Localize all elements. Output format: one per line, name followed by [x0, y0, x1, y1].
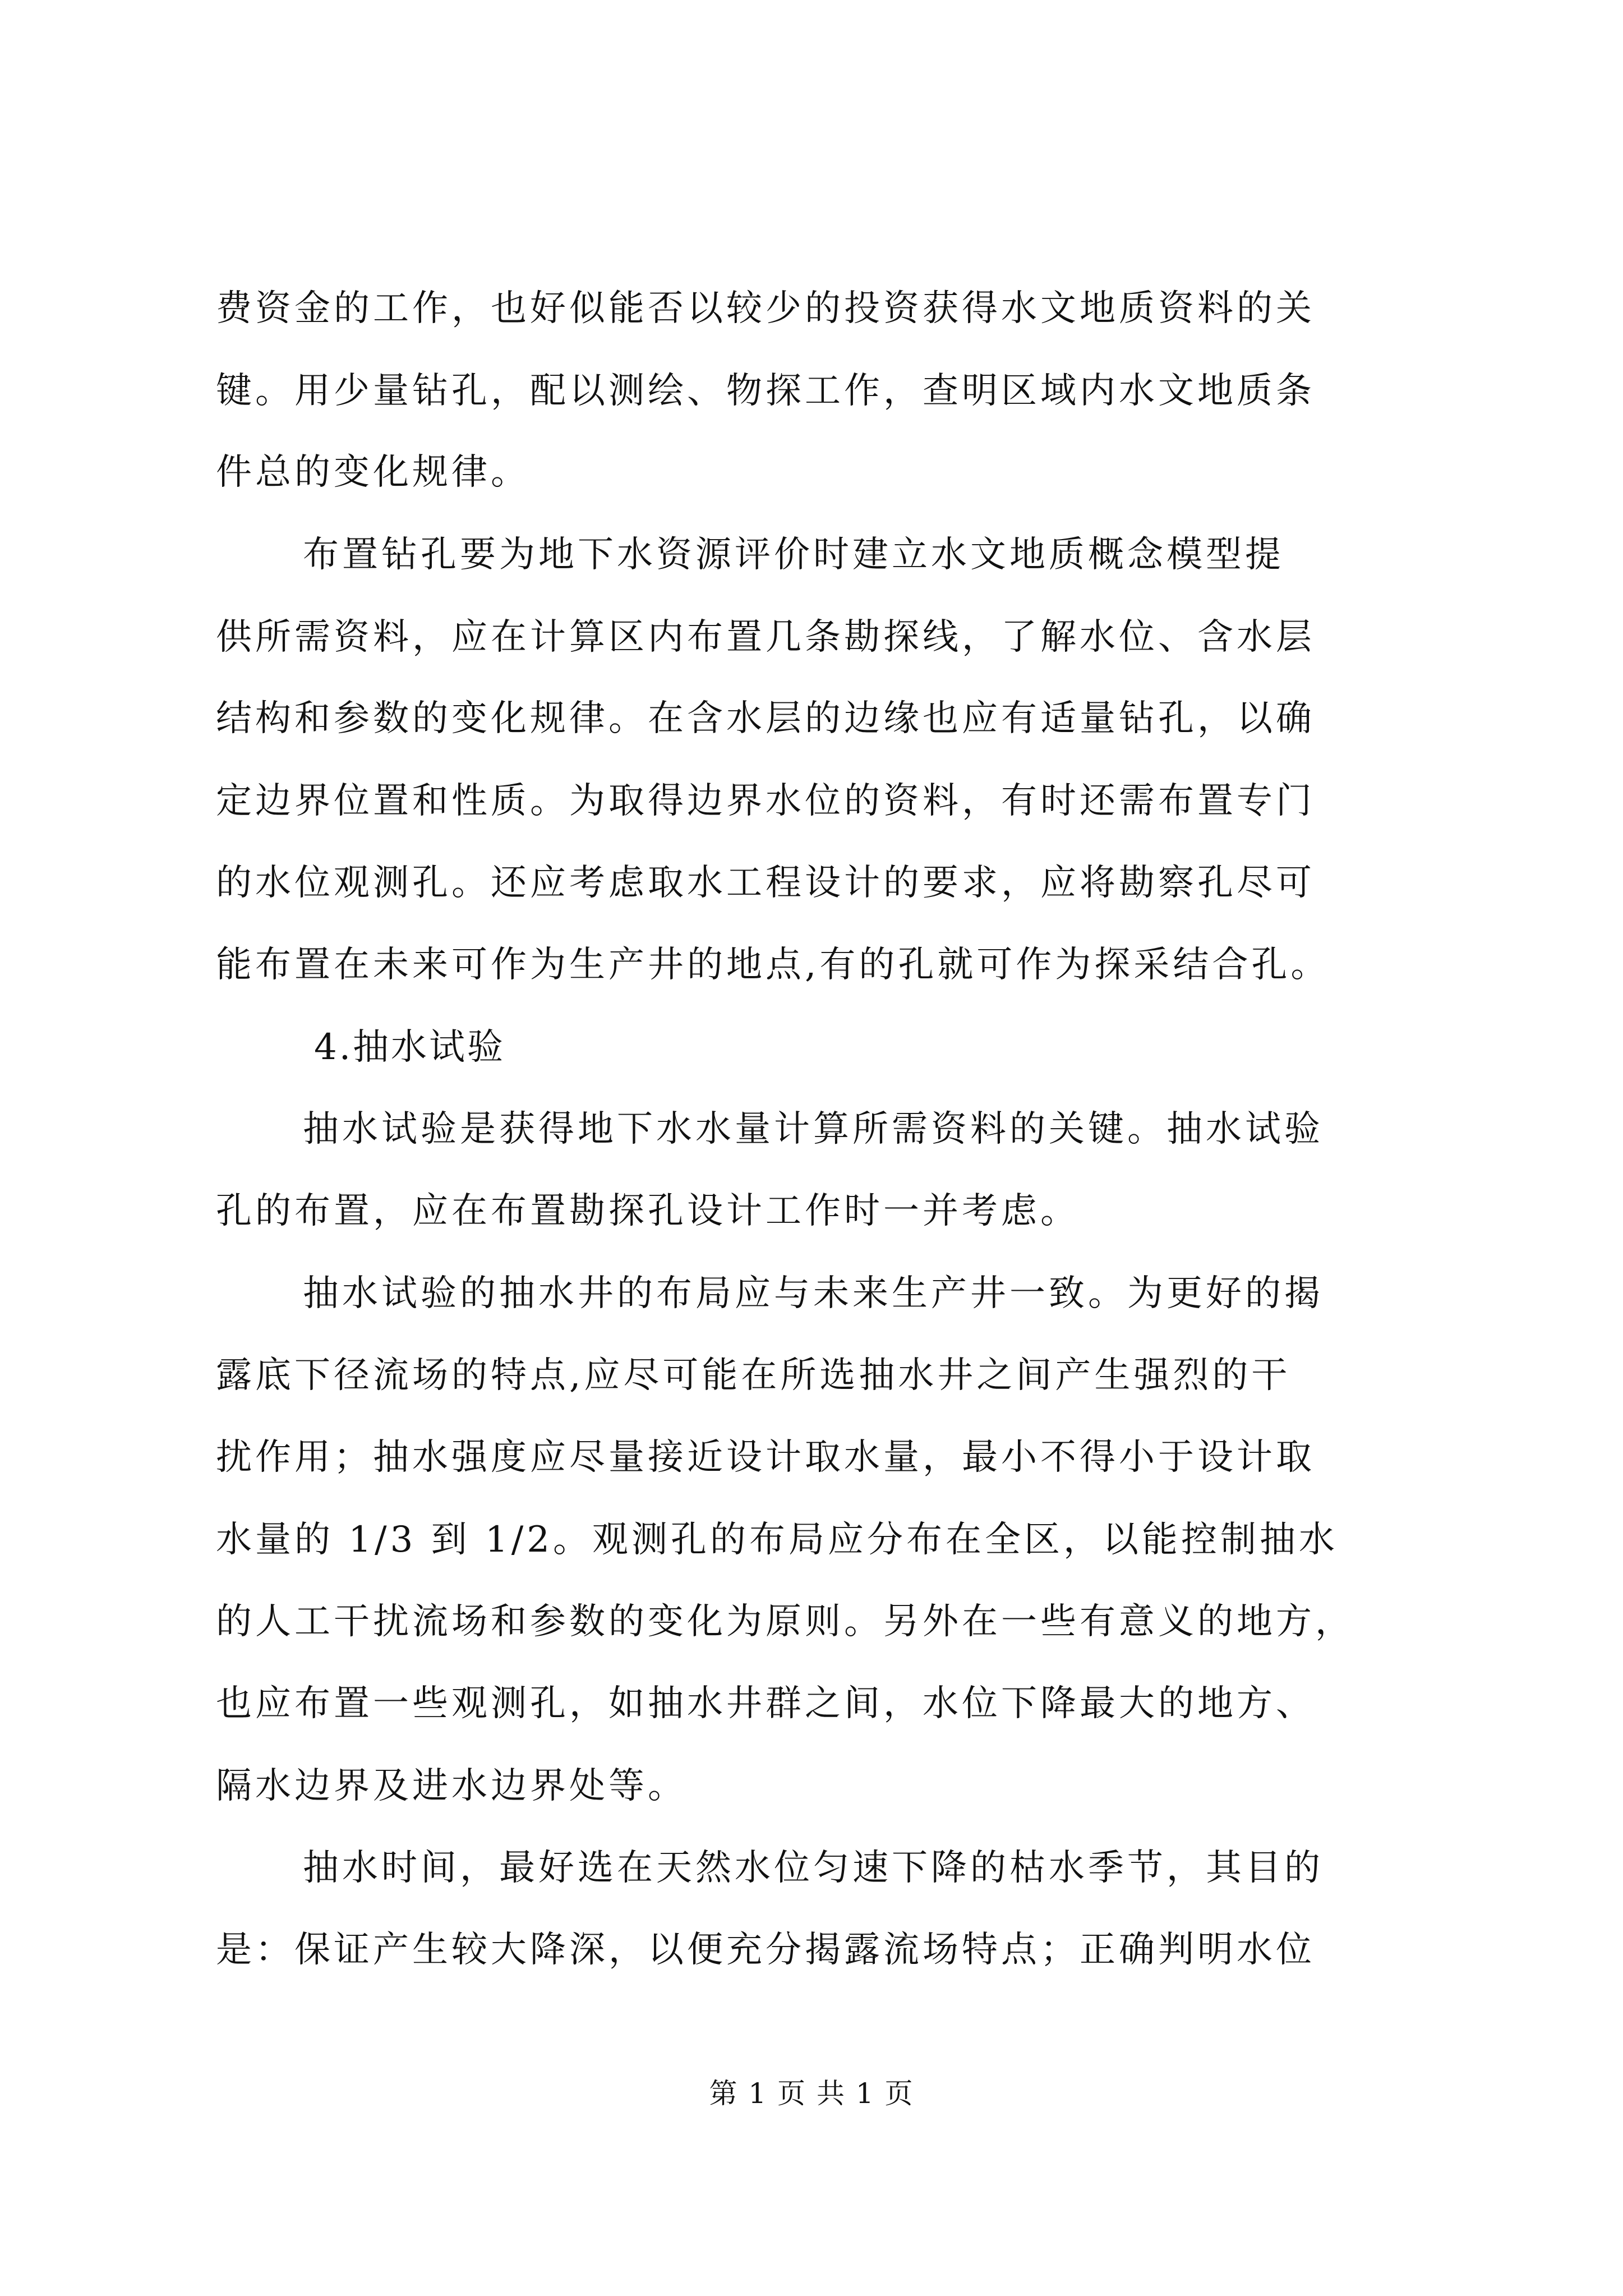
text-line: 也应布置一些观测孔，如抽水井群之间，水位下降最大的地方、 [216, 1683, 1315, 1724]
text-line: 露底下径流场的特点,应尽可能在所选抽水井之间产生强烈的干 [216, 1355, 1291, 1396]
text-line: 的人工干扰流场和参数的变化为原则。另外在一些有意义的地方， [216, 1601, 1354, 1642]
text-line: 的水位观测孔。还应考虑取水工程设计的要求，应将勘察孔尽可 [216, 862, 1315, 904]
text-line: 隔水边界及进水边界处等。 [216, 1765, 687, 1807]
paragraph-first-line: 抽水时间，最好选在天然水位匀速下降的枯水季节，其目的 [303, 1847, 1324, 1889]
text-line: 水量的 1/3 到 1/2。观测孔的布局应分布在全区，以能控制抽水 [216, 1519, 1339, 1561]
text-line: 扰作用；抽水强度应尽量接近设计取水量，最小不得小于设计取 [216, 1437, 1315, 1478]
text-line: 供所需资料，应在计算区内布置几条勘探线，了解水位、含水层 [216, 616, 1315, 658]
page-footer: 第 1 页 共 1 页 [709, 2077, 914, 2110]
text-line: 能布置在未来可作为生产井的地点,有的孔就可作为探采结合孔。 [216, 944, 1330, 986]
text-line: 键。用少量钻孔，配以测绘、物探工作，查明区域内水文地质条 [216, 370, 1315, 412]
text-line: 费资金的工作，也好似能否以较少的投资获得水文地质资料的关 [216, 288, 1315, 329]
paragraph-first-line: 抽水试验的抽水井的布局应与未来生产井一致。为更好的揭 [303, 1273, 1324, 1314]
text-line: 是：保证产生较大降深，以便充分揭露流场特点；正确判明水位 [216, 1929, 1315, 1971]
text-line: 件总的变化规律。 [216, 452, 530, 493]
paragraph-first-line: 抽水试验是获得地下水水量计算所需资料的关键。抽水试验 [303, 1108, 1324, 1150]
section-heading: 4.抽水试验 [314, 1027, 506, 1068]
text-line: 定边界位置和性质。为取得边界水位的资料，有时还需布置专门 [216, 780, 1315, 822]
paragraph-first-line: 布置钻孔要为地下水资源评价时建立水文地质概念模型提 [303, 534, 1284, 576]
text-line: 孔的布置，应在布置勘探孔设计工作时一并考虑。 [216, 1190, 1080, 1232]
text-line: 结构和参数的变化规律。在含水层的边缘也应有适量钻孔，以确 [216, 698, 1315, 739]
